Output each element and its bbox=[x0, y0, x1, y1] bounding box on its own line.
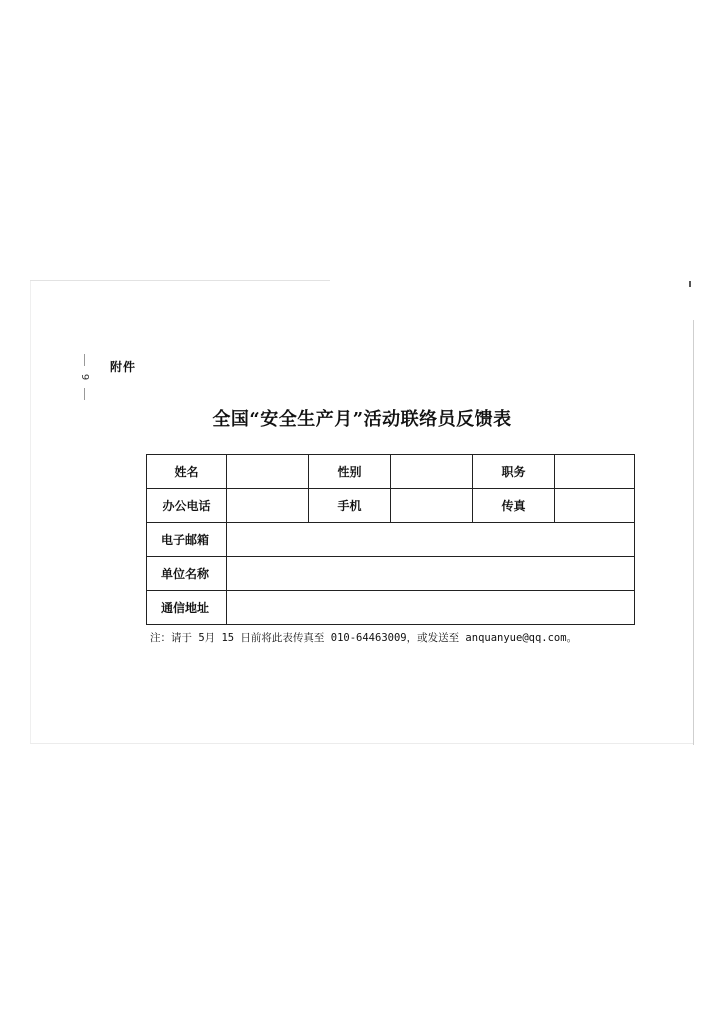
table-row bbox=[147, 591, 635, 625]
attachment-label: 附件 bbox=[110, 360, 137, 374]
fax-label: 传真 bbox=[473, 489, 555, 523]
name-field[interactable] bbox=[227, 455, 309, 489]
scan-edge-top bbox=[30, 280, 330, 281]
scan-mark bbox=[689, 281, 691, 287]
document-title: 全国“安全生产月”活动联络员反馈表 bbox=[212, 409, 512, 430]
table-row bbox=[147, 557, 635, 591]
position-field[interactable] bbox=[555, 455, 635, 489]
page-number-dash bbox=[84, 388, 85, 400]
page-number: 9 bbox=[79, 373, 90, 381]
office-phone-label: 办公电话 bbox=[147, 489, 227, 523]
scan-edge-right bbox=[693, 320, 694, 745]
gender-label: 性别 bbox=[309, 455, 391, 489]
table-row bbox=[147, 455, 635, 489]
position-label: 职务 bbox=[473, 455, 555, 489]
table-row bbox=[147, 523, 635, 557]
address-field[interactable] bbox=[227, 591, 635, 625]
email-label: 电子邮箱 bbox=[147, 523, 227, 557]
scan-edge-left bbox=[30, 281, 31, 743]
address-label: 通信地址 bbox=[147, 591, 227, 625]
page-number-block bbox=[78, 354, 90, 400]
org-name-field[interactable] bbox=[227, 557, 635, 591]
page-number-dash bbox=[84, 354, 85, 366]
name-label: 姓名 bbox=[147, 455, 227, 489]
office-phone-field[interactable] bbox=[227, 489, 309, 523]
submission-note: 注：请于 5月 15 日前将此表传真至 010-64463009，或发送至 anquanyue@qq.com。 bbox=[150, 632, 578, 644]
table-row bbox=[147, 489, 635, 523]
fax-field[interactable] bbox=[555, 489, 635, 523]
feedback-form-table bbox=[146, 454, 635, 625]
mobile-label: 手机 bbox=[309, 489, 391, 523]
mobile-field[interactable] bbox=[391, 489, 473, 523]
gender-field[interactable] bbox=[391, 455, 473, 489]
org-name-label: 单位名称 bbox=[147, 557, 227, 591]
scan-edge-bottom bbox=[30, 743, 694, 744]
email-field[interactable] bbox=[227, 523, 635, 557]
